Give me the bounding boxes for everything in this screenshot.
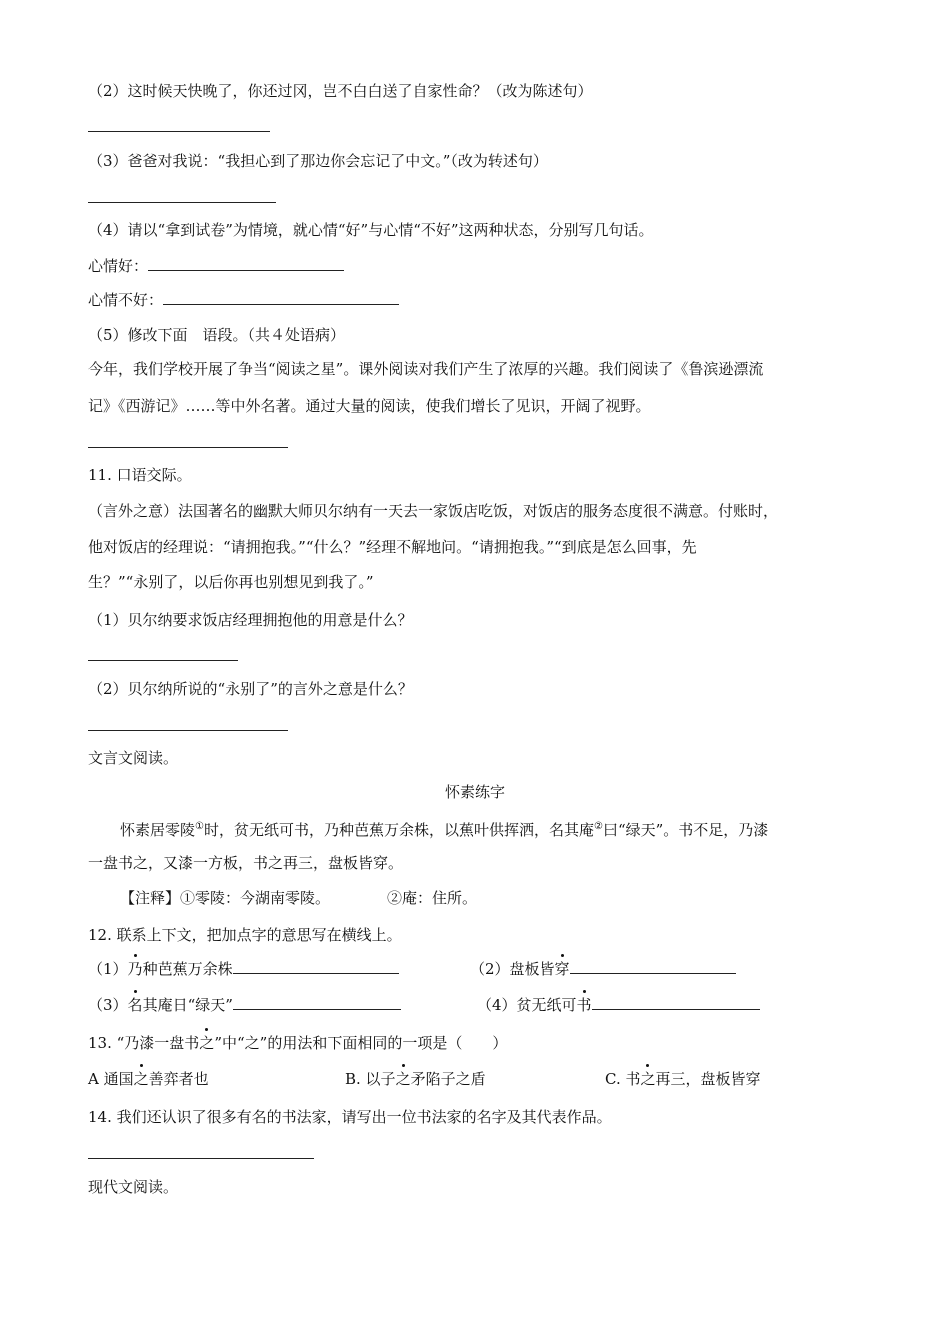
paragraph-line: 记》《西游记》……等中外名著。通过大量的阅读，使我们增长了见识，开阔了视野。	[88, 397, 651, 415]
good-mood-answer-line[interactable]	[148, 256, 344, 271]
classical-intro: 文言文阅读。	[88, 749, 179, 767]
item-number: （3）	[88, 996, 128, 1014]
passage-title: 怀素练字	[444, 783, 505, 801]
q12-item-1	[88, 958, 399, 980]
passage-text: 曰“绿天”。书不足，乃漆	[602, 821, 769, 839]
item-text: 种芭蕉万余株	[142, 960, 233, 978]
q10-item-3: （3）爸爸对我说：“我担心到了那边你会忘记了中文。”（改为转述句）	[88, 152, 548, 170]
answer-line[interactable]	[88, 131, 270, 132]
item-text: （4）贫无纸可	[477, 996, 577, 1014]
annotation-1: ①零陵：今湖南零陵。	[180, 889, 331, 907]
q10-item-4: （4）请以“拿到试卷”为情境，就心情“好”与心情“不好”这两种状态，分别写几句话。	[88, 221, 654, 239]
answer-line[interactable]	[88, 730, 288, 731]
option-text: 矛陷子之盾	[410, 1070, 486, 1088]
answer-line[interactable]	[88, 1158, 314, 1159]
bad-mood-row	[88, 289, 399, 311]
answer-line[interactable]	[592, 995, 760, 1010]
dotted-character: 乃	[127, 960, 143, 978]
story-line: 生？”“永别了，以后你再也别想见到我了。”	[88, 573, 374, 591]
dotted-character: 之	[395, 1070, 411, 1088]
option-c[interactable]	[605, 1068, 761, 1090]
dotted-character: 之	[640, 1070, 656, 1088]
story-line: （言外之意）法国著名的幽默大师贝尔纳有一天去一家饭店吃饭，对饭店的服务态度很不满意。付账时，	[88, 502, 779, 520]
q14-question: 14. 我们还认识了很多有名的书法家，请写出一位书法家的名字及其代表作品。	[88, 1108, 612, 1126]
footnote-marker: ①	[195, 821, 204, 832]
q11-heading: 11. 口语交际。	[88, 466, 192, 484]
story-line: 他对饭店的经理说：“请拥抱我。”“什么？”经理不解地问。“请拥抱我。”“到底是怎么回事，先	[88, 538, 697, 556]
question-text: ”中“之”的用法和下面相同的一项是（ ）	[214, 1034, 508, 1052]
annotation-2: ②庵：住所。	[387, 889, 478, 907]
q12-item-4	[477, 994, 760, 1016]
passage-line	[120, 816, 768, 841]
q10-item-2: （2）这时候天快晚了，你还过冈，岂不白白送了自家性命？（改为陈述句）	[88, 82, 593, 100]
q12-item-2	[470, 958, 736, 980]
dotted-character: 之	[133, 1070, 149, 1088]
dotted-character: 书	[576, 996, 592, 1014]
bad-mood-answer-line[interactable]	[163, 290, 399, 305]
good-mood-label: 心情好：	[88, 257, 149, 275]
answer-line[interactable]	[88, 202, 276, 203]
option-text: 善弈者也	[148, 1070, 209, 1088]
passage-text: 时，贫无纸可书，乃种芭蕉万余株，以蕉叶供挥洒，名其庵	[203, 821, 594, 839]
q12-item-3	[88, 994, 401, 1016]
option-text: A 通国	[88, 1070, 134, 1088]
dotted-character: 穿	[554, 960, 570, 978]
item-number: （1）	[88, 960, 128, 978]
option-a[interactable]	[88, 1068, 209, 1090]
answer-line[interactable]	[233, 995, 401, 1010]
option-text: B. 以子	[345, 1070, 396, 1088]
paragraph-line: 今年，我们学校开展了争当“阅读之星”。课外阅读对我们产生了浓厚的兴趣。我们阅读了《鲁滨逊漂流	[88, 360, 764, 378]
modern-intro: 现代文阅读。	[88, 1178, 179, 1196]
passage-text: 怀素居零陵	[120, 821, 196, 839]
item-text: 其庵日“绿天”	[142, 996, 233, 1014]
q11-sub-1: （1）贝尔纳要求饭店经理拥抱他的用意是什么？	[88, 611, 413, 629]
dotted-character: 名	[127, 996, 143, 1014]
q13-question	[88, 1032, 507, 1054]
annotation-label: 【注释】	[120, 889, 181, 907]
option-text: 再三，盘板皆穿	[655, 1070, 761, 1088]
footnote-marker: ②	[594, 821, 603, 832]
annotation-row	[120, 887, 477, 909]
option-text: C. 书	[605, 1070, 641, 1088]
dotted-character: 之	[199, 1034, 215, 1052]
option-b[interactable]	[345, 1068, 486, 1090]
good-mood-row	[88, 255, 344, 277]
question-text: 13. “乃漆一盘书	[88, 1034, 200, 1052]
answer-line[interactable]	[88, 660, 238, 661]
q10-item-5: （5）修改下面 语段。（共４处语病）	[88, 326, 346, 344]
answer-line[interactable]	[233, 959, 399, 974]
answer-line[interactable]	[88, 447, 288, 448]
q12-heading: 12. 联系上下文，把加点字的意思写在横线上。	[88, 926, 402, 944]
item-text: （2）盘板皆	[470, 960, 555, 978]
bad-mood-label: 心情不好：	[88, 291, 164, 309]
q11-sub-2: （2）贝尔纳所说的“永别了”的言外之意是什么？	[88, 680, 413, 698]
answer-line[interactable]	[570, 959, 736, 974]
passage-line: 一盘书之，又漆一方板，书之再三，盘板皆穿。	[88, 854, 404, 872]
